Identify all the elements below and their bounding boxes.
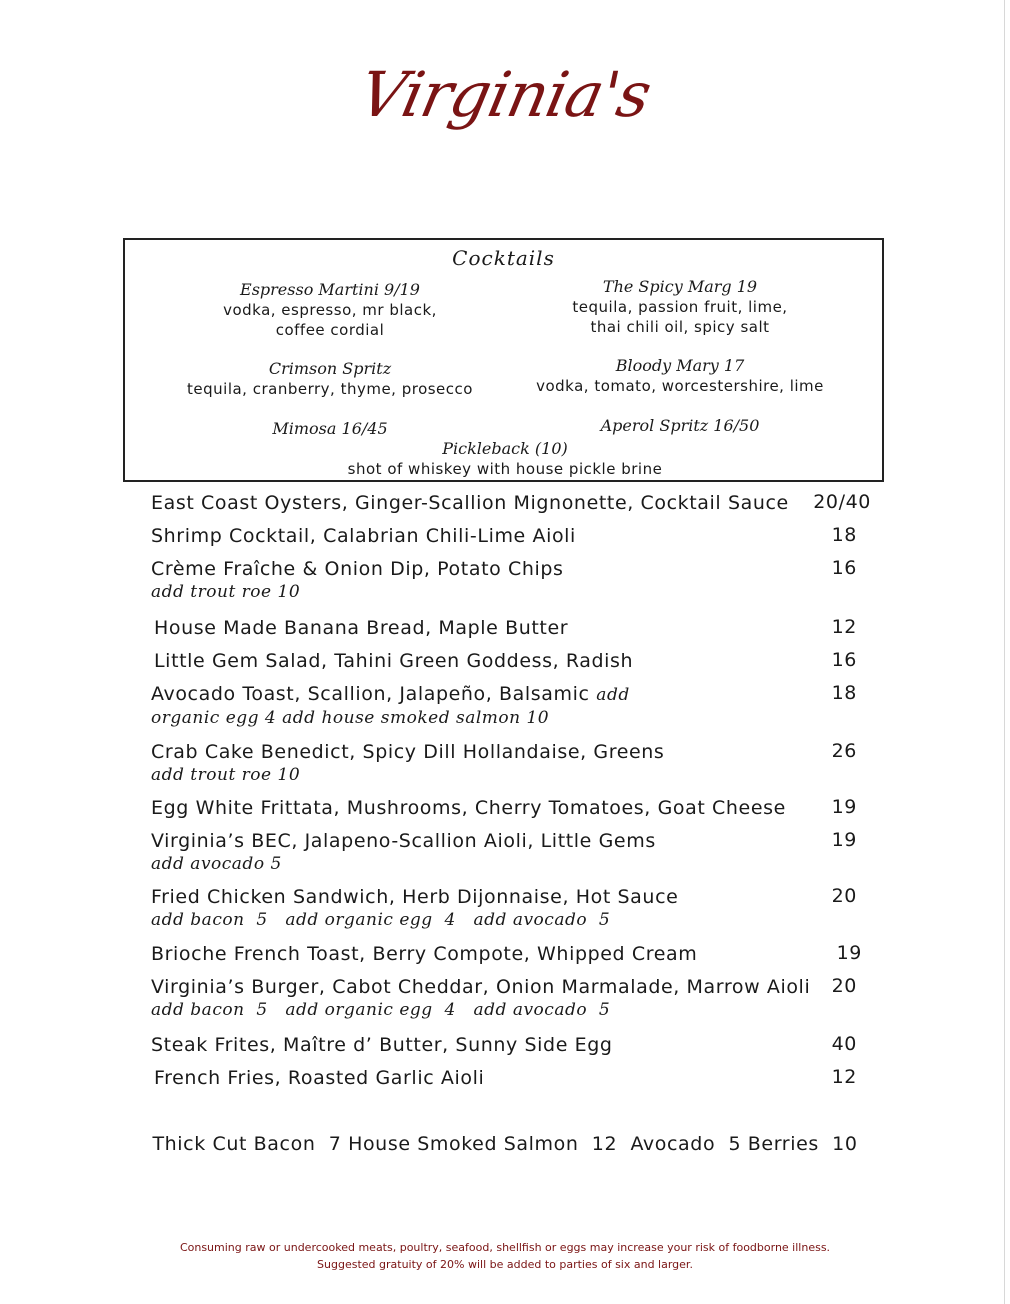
menu-item-price: 20 [831, 975, 857, 997]
cocktail-name: The Spicy Marg 19 [602, 277, 758, 296]
menu-item-price: 18 [831, 524, 857, 546]
menu-item-virginias-bec [151, 829, 857, 875]
menu-item-price: 12 [831, 1066, 857, 1088]
menu-item-name: French Fries, Roasted Garlic Aioli [154, 1067, 485, 1089]
menu-item-price: 18 [831, 682, 857, 704]
cocktail-desc: vodka, espresso, mr black, [223, 301, 437, 319]
menu-item-name: Avocado Toast, Scallion, Jalapeño, Balsamic [151, 683, 590, 705]
cocktails-box [123, 238, 884, 482]
menu-item-french-toast [151, 942, 862, 966]
menu-item-name: Fried Chicken Sandwich, Herb Dijonnaise, Hot Sauce [151, 886, 679, 908]
cocktail-name: Bloody Mary 17 [615, 356, 745, 375]
menu-item-price: 26 [831, 740, 857, 762]
menu-item-avocado-toast [151, 682, 857, 729]
cocktail-desc: coffee cordial [275, 321, 385, 339]
menu-item-price: 20/40 [813, 491, 871, 513]
menu-item-egg-white-frittata [151, 796, 857, 820]
cocktail-name: Espresso Martini 9/19 [240, 280, 420, 299]
menu-item-name: Shrimp Cocktail, Calabrian Chili-Lime Aioli [151, 525, 576, 547]
menu-item-addon: add trout roe 10 [151, 765, 301, 785]
menu-item-name: Brioche French Toast, Berry Compote, Whipped Cream [151, 943, 698, 965]
menu-item-oysters [151, 491, 871, 515]
menu-item-gem-salad [154, 649, 857, 673]
menu-item-price: 16 [831, 557, 857, 579]
menu-item-name: House Made Banana Bread, Maple Butter [154, 617, 569, 639]
cocktail-pickleback [305, 439, 705, 479]
menu-item-french-fries [154, 1066, 857, 1090]
cocktail-crimson-spritz [165, 359, 495, 399]
page-edge [1004, 0, 1005, 1304]
menu-item-price: 19 [831, 796, 857, 818]
menu-item-onion-dip [151, 557, 857, 603]
menu-item-name: Virginia’s Burger, Cabot Cheddar, Onion Marmalade, Marrow Aioli [151, 976, 811, 998]
cocktail-espresso-martini [165, 280, 495, 340]
menu-item-addon: add bacon 5 add organic egg 4 add avocado 5 [151, 910, 611, 930]
logo-wordmark: Virginia's [353, 58, 657, 131]
footer-line: Consuming raw or undercooked meats, poultry, seafood, shellfish or eggs may increase your risk of foodborne illness. [179, 1241, 831, 1254]
menu-item-shrimp-cocktail [151, 524, 857, 548]
menu-item-name-row [151, 682, 857, 707]
menu-item-fried-chicken-sandwich [151, 885, 857, 931]
menu-item-crab-cake-benedict [151, 740, 857, 786]
menu-item-addon: organic egg 4 add house smoked salmon 10 [151, 708, 550, 728]
cocktail-desc: shot of whiskey with house pickle brine [347, 460, 663, 478]
menu-item-name: Virginia’s BEC, Jalapeno-Scallion Aioli, Little Gems [151, 830, 656, 852]
menu-item-name: Crab Cake Benedict, Spicy Dill Hollandaise, Greens [151, 741, 665, 763]
cocktail-desc: tequila, cranberry, thyme, prosecco [187, 380, 473, 398]
sides-line: Thick Cut Bacon 7 House Smoked Salmon 12 Avocado 5 Berries 10 [152, 1133, 858, 1155]
cocktail-bloody-mary [515, 356, 845, 396]
menu-item-steak-frites [151, 1033, 857, 1057]
menu-item-addon: add trout roe 10 [151, 582, 301, 602]
menu-item-banana-bread [154, 616, 857, 640]
cocktail-aperol-spritz [515, 416, 845, 436]
cocktail-name: Mimosa 16/45 [272, 419, 388, 438]
cocktails-title: Cocktails [452, 246, 555, 270]
menu-item-price: 12 [831, 616, 857, 638]
cocktail-mimosa [165, 419, 495, 439]
menu-item-addon: add bacon 5 add organic egg 4 add avocado 5 [151, 1000, 611, 1020]
menu-item-price: 40 [831, 1033, 857, 1055]
menu-item-name: Steak Frites, Maître d’ Butter, Sunny Side Egg [151, 1034, 613, 1056]
menu-item-price: 19 [836, 942, 862, 964]
menu-item-addon: add avocado 5 [151, 854, 282, 874]
menu-item-name: Egg White Frittata, Mushrooms, Cherry Tomatoes, Goat Cheese [151, 797, 786, 819]
menu-item-name: Crème Fraîche & Onion Dip, Potato Chips [151, 558, 564, 580]
footer-disclaimer [0, 1239, 1010, 1273]
cocktail-name: Aperol Spritz 16/50 [600, 416, 760, 435]
menu-item-name: Little Gem Salad, Tahini Green Goddess, Radish [154, 650, 634, 672]
menu-item-price: 20 [831, 885, 857, 907]
menu-item-price: 19 [831, 829, 857, 851]
menu-item-price: 16 [831, 649, 857, 671]
menu-item-virginias-burger [151, 975, 857, 1021]
menu-item-addon: add [596, 685, 630, 705]
cocktail-name: Pickleback (10) [442, 439, 568, 458]
cocktail-desc: vodka, tomato, worcestershire, lime [536, 377, 824, 395]
cocktail-desc: thai chili oil, spicy salt [590, 318, 770, 336]
menu-item-name: East Coast Oysters, Ginger-Scallion Mignonette, Cocktail Sauce [151, 492, 789, 514]
cocktail-name: Crimson Spritz [268, 359, 392, 378]
cocktail-spicy-marg [515, 277, 845, 337]
footer-line: Suggested gratuity of 20% will be added to parties of six and larger. [317, 1258, 693, 1271]
restaurant-logo [353, 40, 657, 180]
cocktail-desc: tequila, passion fruit, lime, [572, 298, 788, 316]
